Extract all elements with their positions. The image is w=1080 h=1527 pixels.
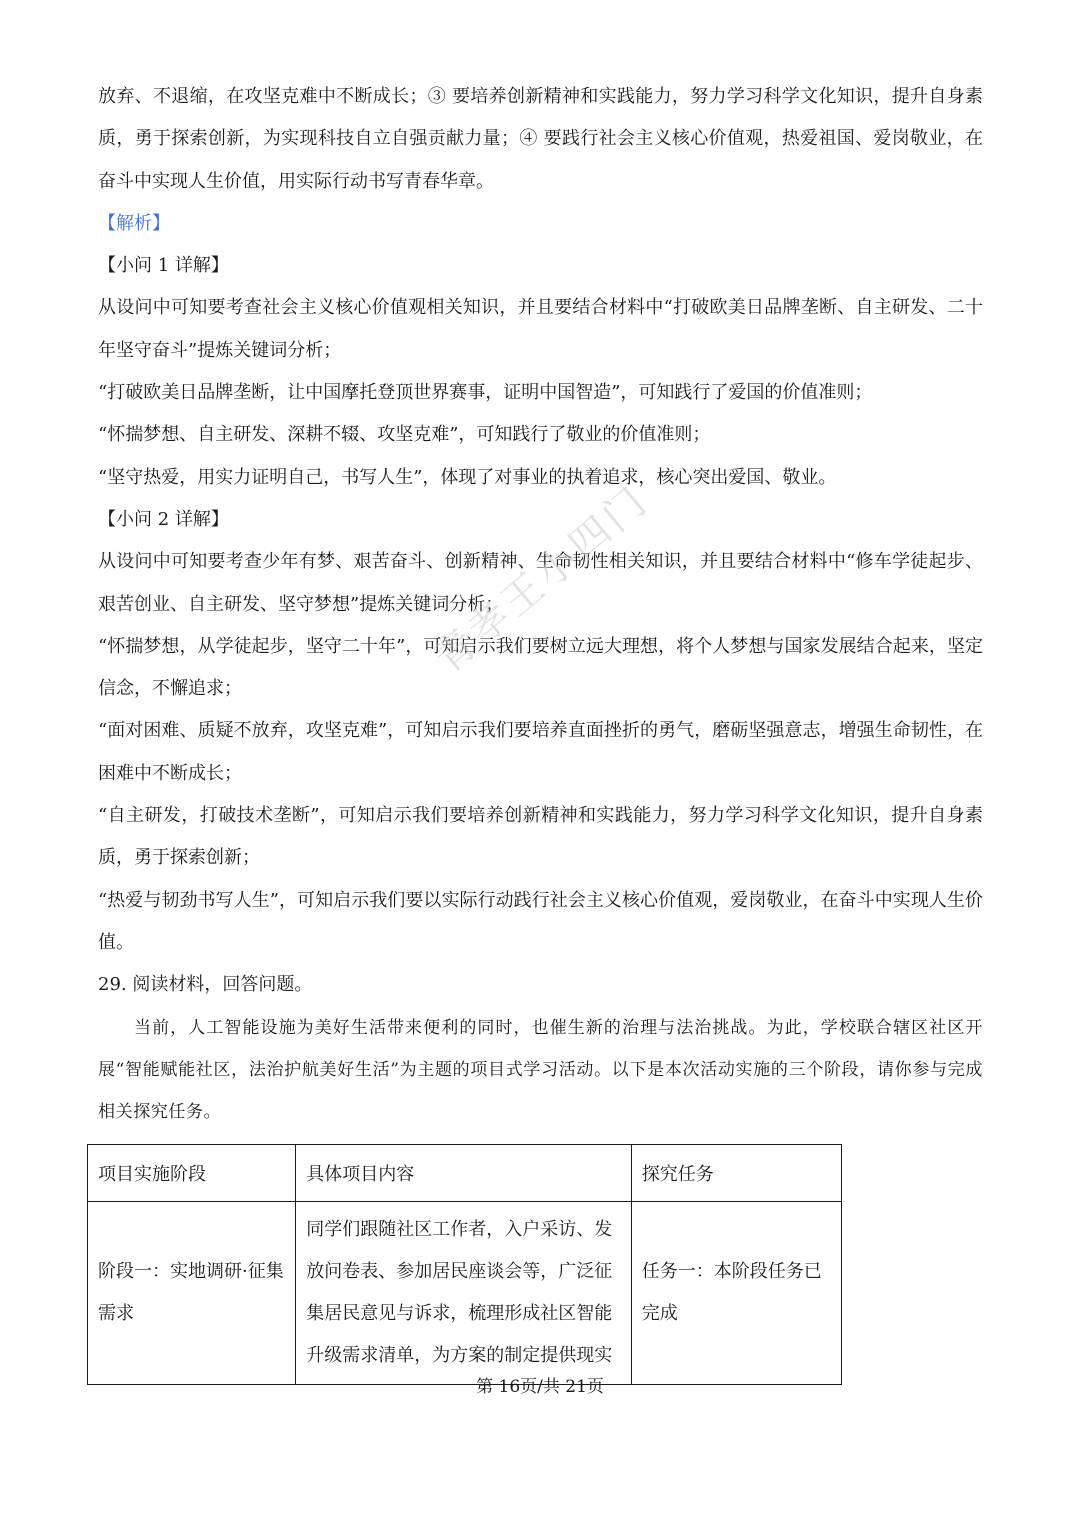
content-text: 同学们跟随社区工作者，入户采访、发放问卷表、参加居民座谈会等，广泛征集居民意见与诉求，梳理形成社区智能升级需求清单，为方案的制定提供现实	[306, 1219, 613, 1366]
q2-line: “自主研发，打破技术垄断”，可知启示我们要培养创新精神和实践能力，努力学习科学文化知识，提升自身素质，勇于探索创新；	[98, 805, 983, 869]
q1-line: “坚守热爱，用实力证明自己，书写人生”，体现了对事业的执着追求，核心突出爱国、敬业。	[98, 466, 837, 488]
watermark: 青孝王小四门	[425, 477, 658, 683]
page-footer: 第 16页/共 21页	[476, 1377, 604, 1397]
table-cell-stage	[88, 1202, 296, 1385]
analysis-label: 【解析】	[98, 212, 170, 234]
task-text: 任务一：本阶段任务已完成	[641, 1261, 822, 1324]
q2-heading: 【小问 2 详解】	[98, 508, 229, 530]
question-29-title: 29. 阅读材料，回答问题。	[98, 974, 313, 996]
table-header-cell: 项目实施阶段	[88, 1145, 296, 1202]
table-header-cell: 具体项目内容	[296, 1145, 632, 1202]
answer-paragraph: 放弃、不退缩，在攻坚克难中不断成长；③ 要培养创新精神和实践能力，努力学习科学文化知识，提升自身素质，勇于探索创新，为实现科技自立自强贡献力量；④ 要践行社会主义核心价值观，热爱祖国、爱岗敬业，在奋斗中实现人生价值，用实际行动书写青春华章。	[98, 86, 983, 192]
q2-line: 从设问中可知要考查少年有梦、艰苦奋斗、创新精神、生命韧性相关知识，并且要结合材料中“修车学徒起步、艰苦创业、自主研发、坚守梦想”提炼关键词分析；	[98, 551, 983, 615]
table-cell-content	[296, 1202, 632, 1385]
q2-line: “热爱与韧劲书写人生”，可知启示我们要以实际行动践行社会主义核心价值观，爱岗敬业，在奋斗中实现人生价值。	[98, 889, 983, 953]
table-header-row	[88, 1145, 842, 1202]
project-stages-table	[87, 1144, 842, 1385]
stage-text: 阶段一：实地调研·征集需求	[98, 1261, 284, 1324]
q1-line: “怀揣梦想、自主研发、深耕不辍、攻坚克难”，可知践行了敬业的价值准则；	[98, 424, 711, 446]
q2-line: “面对困难、质疑不放弃，攻坚克难”，可知启示我们要培养直面挫折的勇气，磨砺坚强意志，增强生命韧性，在困难中不断成长；	[98, 720, 983, 784]
q2-line: “怀揣梦想，从学徒起步，坚守二十年”，可知启示我们要树立远大理想，将个人梦想与国家发展结合起来，坚定信念，不懈追求；	[98, 635, 983, 700]
table-header-cell: 探究任务	[631, 1145, 841, 1202]
q1-heading: 【小问 1 详解】	[98, 255, 229, 277]
table-cell-task	[631, 1202, 841, 1385]
q1-line: “打破欧美日品牌垄断，让中国摩托登顶世界赛事，证明中国智造”，可知践行了爱国的价值准则；	[98, 382, 873, 404]
question-29-material: 当前，人工智能设施为美好生活带来便利的同时，也催生新的治理与法治挑战。为此，学校联合辖区社区开展“智能赋能社区，法治护航美好生活”为主题的项目式学习活动。以下是本次活动实施的三个阶段，请你参与完成相关探究任务。	[98, 1017, 983, 1123]
table-row	[88, 1202, 842, 1385]
q1-line: 从设问中可知要考查社会主义核心价值观相关知识，并且要结合材料中“打破欧美日品牌垄断、自主研发、二十年坚守奋斗”提炼关键词分析；	[98, 297, 983, 361]
